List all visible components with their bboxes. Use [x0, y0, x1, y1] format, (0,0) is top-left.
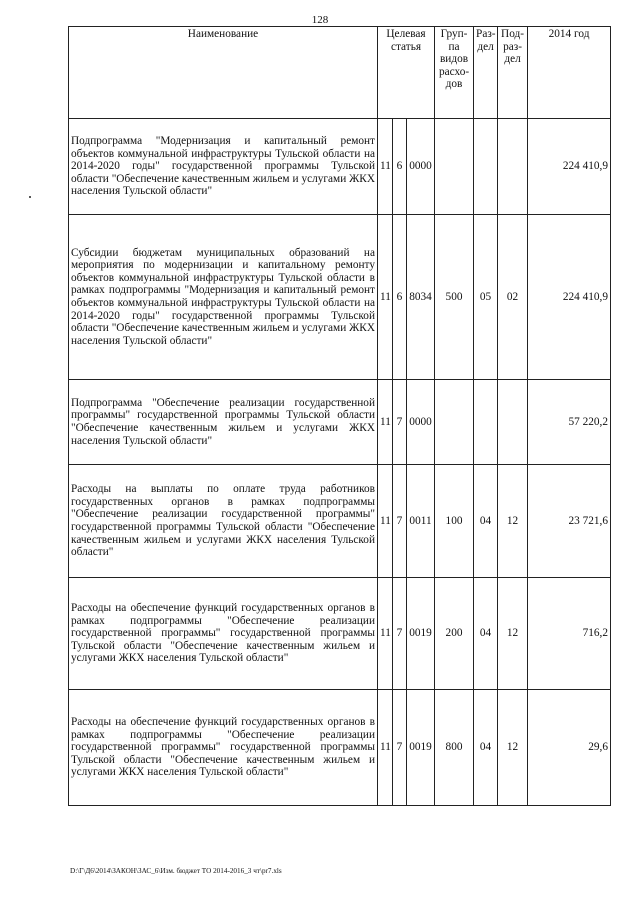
row-target-part1: 11 — [378, 578, 393, 690]
row-group: 800 — [435, 690, 474, 806]
row-amount: 23 721,6 — [528, 465, 611, 578]
row-name: Расходы на обеспечение функций государственных органов в рамках подпрограммы "Обеспечение реализации государственной программы" государственной программы Тульской области "Обеспечение качественным жильем и услугами ЖКХ населения Тульской области" — [69, 690, 378, 806]
table-row — [69, 465, 611, 578]
header-target: Целевая статья — [378, 27, 435, 119]
row-target-part3: 0000 — [407, 380, 435, 465]
row-podrazdel: 12 — [498, 465, 528, 578]
margin-dot — [29, 196, 31, 198]
row-group: 100 — [435, 465, 474, 578]
page-number: 128 — [311, 14, 329, 26]
header-row — [69, 27, 611, 119]
row-target-part1: 11 — [378, 215, 393, 380]
row-target-part2: 7 — [393, 690, 407, 806]
row-name: Подпрограмма "Модернизация и капитальный ремонт объектов коммунальной инфраструктуры Тульской области на 2014-2020 годы" государственной программы Тульской области "Обеспечение качественным жильем и услугами ЖКХ населения Тульской области" — [69, 119, 378, 215]
row-target-part2: 6 — [393, 119, 407, 215]
header-razdel: Раз-дел — [474, 27, 498, 119]
row-target-part1: 11 — [378, 380, 393, 465]
table-row — [69, 380, 611, 465]
row-target-part1: 11 — [378, 119, 393, 215]
file-path-footer: D:\Г\Д6\2014\ЗАКОН\ЗАС_6\Изм. бюджет ТО 2014-2016_3 чт\рr7.xls — [70, 867, 282, 875]
row-podrazdel: 12 — [498, 578, 528, 690]
row-podrazdel — [498, 119, 528, 215]
header-group: Груп-па видов расхо-дов — [435, 27, 474, 119]
row-amount: 224 410,9 — [528, 119, 611, 215]
table-row — [69, 119, 611, 215]
header-year: 2014 год — [528, 27, 611, 119]
row-target-part2: 7 — [393, 380, 407, 465]
table-row — [69, 215, 611, 380]
row-group: 200 — [435, 578, 474, 690]
row-target-part2: 7 — [393, 578, 407, 690]
row-podrazdel: 02 — [498, 215, 528, 380]
row-target-part3: 8034 — [407, 215, 435, 380]
row-name: Подпрограмма "Обеспечение реализации государственной программы" государственной программы Тульской области "Обеспечение качественным жильем и услугами ЖКХ населения Тульской области" — [69, 380, 378, 465]
row-name: Расходы на выплаты по оплате труда работников государственных органов в рамках подпрограммы "Обеспечение реализации государственной программы" государственной программы Тульской области "Обеспечение качественным жильем и услугами ЖКХ населения Тульской области" — [69, 465, 378, 578]
row-razdel: 04 — [474, 465, 498, 578]
row-group: 500 — [435, 215, 474, 380]
row-amount: 224 410,9 — [528, 215, 611, 380]
row-target-part1: 11 — [378, 690, 393, 806]
row-target-part3: 0011 — [407, 465, 435, 578]
row-target-part1: 11 — [378, 465, 393, 578]
row-name: Расходы на обеспечение функций государственных органов в рамках подпрограммы "Обеспечение реализации государственной программы" государственной программы Тульской области "Обеспечение качественным жильем и услугами ЖКХ населения Тульской области" — [69, 578, 378, 690]
row-razdel: 04 — [474, 690, 498, 806]
row-target-part2: 7 — [393, 465, 407, 578]
header-name: Наименование — [69, 27, 378, 119]
row-razdel: 05 — [474, 215, 498, 380]
header-podrazdel: Под-раз-дел — [498, 27, 528, 119]
row-amount: 57 220,2 — [528, 380, 611, 465]
row-target-part3: 0000 — [407, 119, 435, 215]
row-amount: 716,2 — [528, 578, 611, 690]
row-name: Субсидии бюджетам муниципальных образований на мероприятия по модернизации и капитальному ремонту объектов коммунальной инфраструктуры Тульской области в рамках подпрограммы "Модернизация и капитальный ремонт объектов коммунальной инфраструктуры Тульской области на 2014-2020 годы" государственной программы Тульской области "Обеспечение качественным жильем и услугами ЖКХ населения Тульской области" — [69, 215, 378, 380]
row-razdel — [474, 380, 498, 465]
row-group — [435, 380, 474, 465]
row-target-part3: 0019 — [407, 578, 435, 690]
row-target-part3: 0019 — [407, 690, 435, 806]
budget-table — [68, 26, 611, 806]
row-razdel — [474, 119, 498, 215]
row-podrazdel: 12 — [498, 690, 528, 806]
table-row — [69, 578, 611, 690]
row-target-part2: 6 — [393, 215, 407, 380]
row-amount: 29,6 — [528, 690, 611, 806]
row-razdel: 04 — [474, 578, 498, 690]
table-row — [69, 690, 611, 806]
row-group — [435, 119, 474, 215]
row-podrazdel — [498, 380, 528, 465]
